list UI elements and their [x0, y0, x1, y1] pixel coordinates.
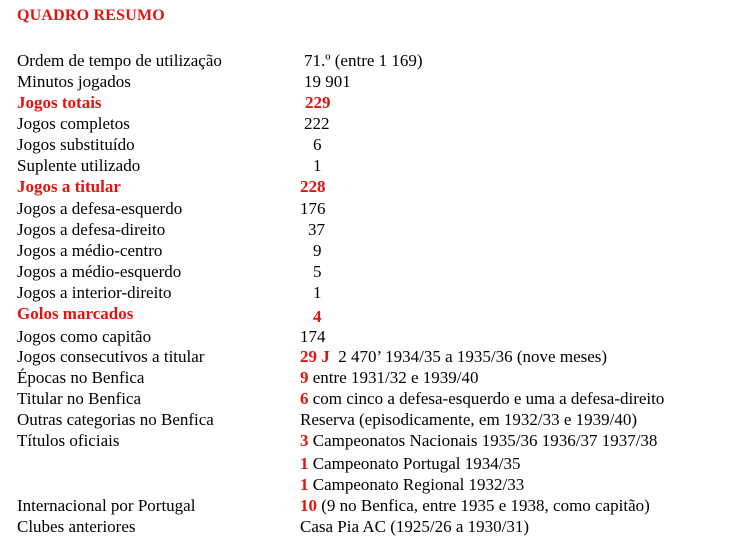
row-value: 176 — [300, 199, 326, 218]
row-number: 3 — [300, 431, 309, 450]
row-value: 9 — [313, 241, 322, 260]
row-value — [300, 346, 607, 367]
row-label: Suplente utilizado — [17, 156, 141, 175]
row-label: Jogos como capitão — [17, 327, 152, 346]
row-label: Jogos a médio-esquerdo — [17, 262, 182, 281]
row-number: 1 — [300, 475, 309, 494]
row-label: Jogos completos — [17, 114, 130, 133]
row-value: 1 — [313, 283, 322, 302]
row-text: com cinco a defesa-esquerdo e uma a defesa-direito — [312, 389, 665, 408]
row-value: 37 — [308, 220, 325, 239]
row-label: Outras categorias no Benfica — [17, 410, 214, 429]
row-label: Jogos a defesa-direito — [17, 220, 166, 239]
row-number: 10 — [300, 496, 317, 515]
row-number: 6 — [300, 389, 309, 408]
row-number: 9 — [300, 368, 309, 387]
row-value: 174 — [300, 327, 326, 346]
row-text: Campeonato Regional 1932/33 — [312, 475, 525, 494]
row-label: Jogos a interior-direito — [17, 283, 172, 302]
row-value: Casa Pia AC (1925/26 a 1930/31) — [300, 517, 530, 536]
row-label: Ordem de tempo de utilização — [17, 51, 222, 70]
row-value: 19 901 — [304, 72, 351, 91]
row-label: Clubes anteriores — [17, 517, 136, 536]
row-text: entre 1931/32 e 1939/40 — [312, 368, 479, 387]
row-value — [300, 367, 478, 388]
row-value: 228 — [300, 177, 326, 196]
row-value: Reserva (episodicamente, em 1932/33 e 1939/40) — [300, 410, 638, 429]
row-text: Campeonato Portugal 1934/35 — [312, 454, 521, 473]
row-label: Golos marcados — [17, 304, 134, 323]
row-text: 2 470’ 1934/35 a 1935/36 (nove meses) — [338, 347, 608, 366]
row-label: Jogos consecutivos a titular — [17, 347, 205, 366]
page-title: QUADRO RESUMO — [17, 7, 165, 24]
row-label: Internacional por Portugal — [17, 496, 196, 515]
row-value — [300, 474, 524, 495]
row-label: Jogos a defesa-esquerdo — [17, 199, 183, 218]
row-value — [300, 453, 521, 474]
row-label: Jogos a médio-centro — [17, 241, 163, 260]
row-label: Jogos a titular — [17, 177, 121, 196]
row-label: Jogos totais — [17, 93, 102, 112]
row-value — [300, 430, 657, 451]
row-number: 1 — [300, 454, 309, 473]
row-label: Títulos oficiais — [17, 431, 120, 450]
row-value: 6 — [313, 135, 322, 154]
row-value: 222 — [304, 114, 330, 133]
row-value — [300, 388, 664, 409]
row-value — [300, 495, 650, 516]
row-value: 229 — [305, 93, 331, 112]
row-number: 29 J — [300, 347, 330, 366]
row-text: (9 no Benfica, entre 1935 e 1938, como capitão) — [321, 496, 650, 515]
row-value: 4 — [313, 307, 322, 326]
row-text: Campeonatos Nacionais 1935/36 1936/37 1937/38 — [312, 431, 658, 450]
row-value: 1 — [313, 156, 322, 175]
row-label: Jogos substituído — [17, 135, 135, 154]
row-label: Épocas no Benfica — [17, 368, 145, 387]
row-value: 71.º (entre 1 169) — [304, 51, 423, 70]
row-value: 5 — [313, 262, 322, 281]
row-label: Minutos jogados — [17, 72, 131, 91]
row-label: Titular no Benfica — [17, 389, 142, 408]
